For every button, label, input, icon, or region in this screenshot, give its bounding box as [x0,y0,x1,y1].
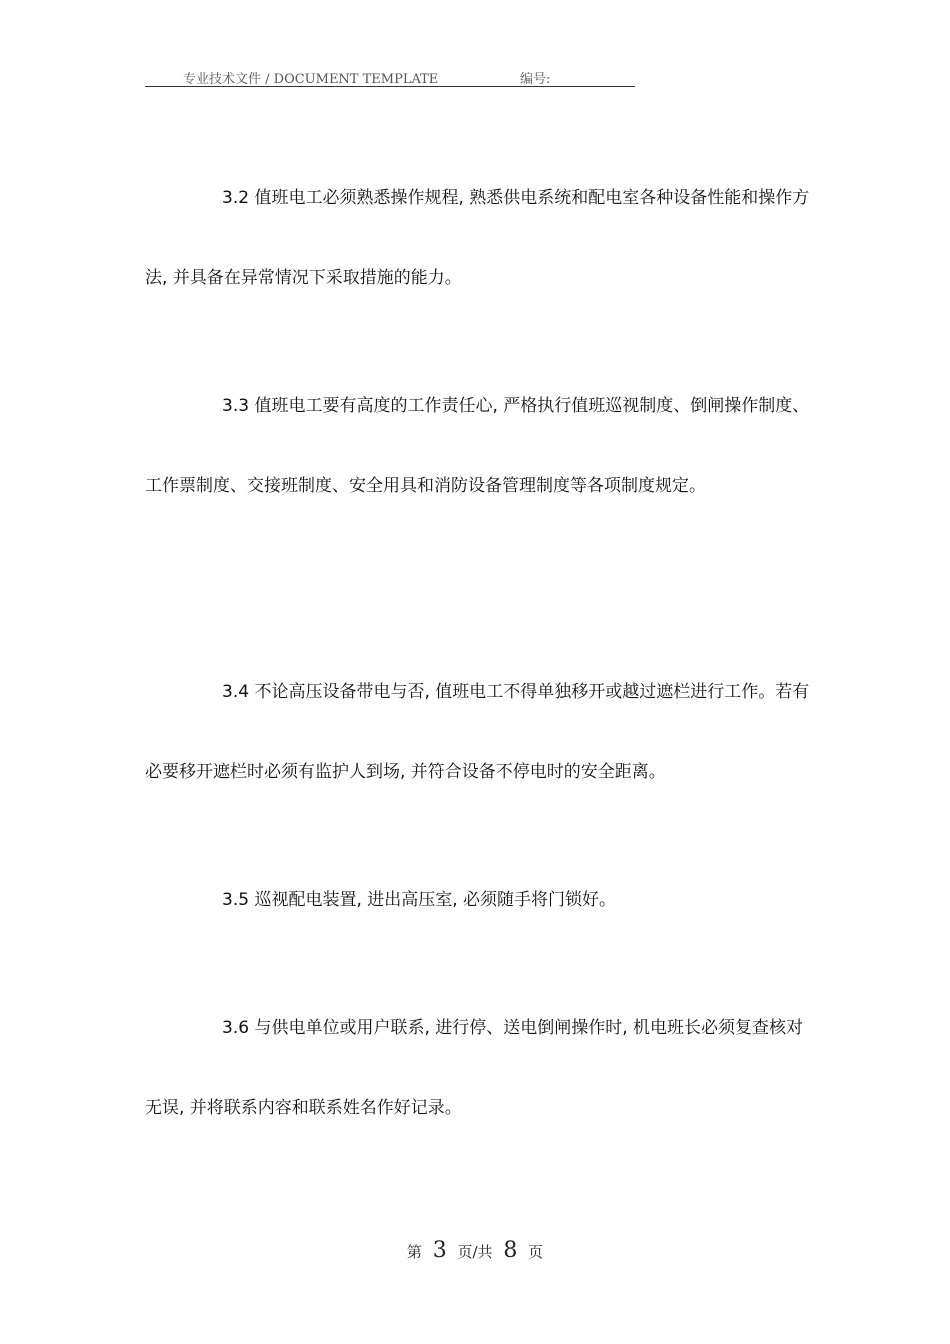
paragraph-3-6: 3.6 与供电单位或用户联系, 进行停、送电倒闸操作时, 机电班长必须复查核对无误, 并将联系内容和联系姓名作好记录。 [145,1018,804,1118]
footer-suffix: 页 [528,1243,544,1261]
paragraph-3-2: 3.2 值班电工必须熟悉操作规程, 熟悉供电系统和配电室各种设备性能和操作方法, 并具备在异常情况下采取措施的能力。 [145,188,810,288]
header-number-label: 编号: [520,72,551,87]
total-page-number: 8 [503,1238,518,1263]
footer-middle: 页/共 [457,1243,493,1261]
paragraph-3-4: 3.4 不论高压设备带电与否, 值班电工不得单独移开或越过遮栏进行工作。若有必要移开遮栏时必须有监护人到场, 并符合设备不停电时的安全距离。 [145,682,810,782]
current-page-number: 3 [432,1238,447,1263]
page-footer [0,1238,950,1263]
paragraph-3-3: 3.3 值班电工要有高度的工作责任心, 严格执行值班巡视制度、倒闸操作制度、工作票制度、交接班制度、安全用具和消防设备管理制度等各项制度规定。 [145,396,810,496]
paragraph-3-5: 3.5 巡视配电装置, 进出高压室, 必须随手将门锁好。 [222,890,617,910]
header-title: 专业技术文件 / DOCUMENT TEMPLATE [183,72,439,87]
footer-prefix: 第 [406,1243,422,1261]
document-header [145,66,635,87]
